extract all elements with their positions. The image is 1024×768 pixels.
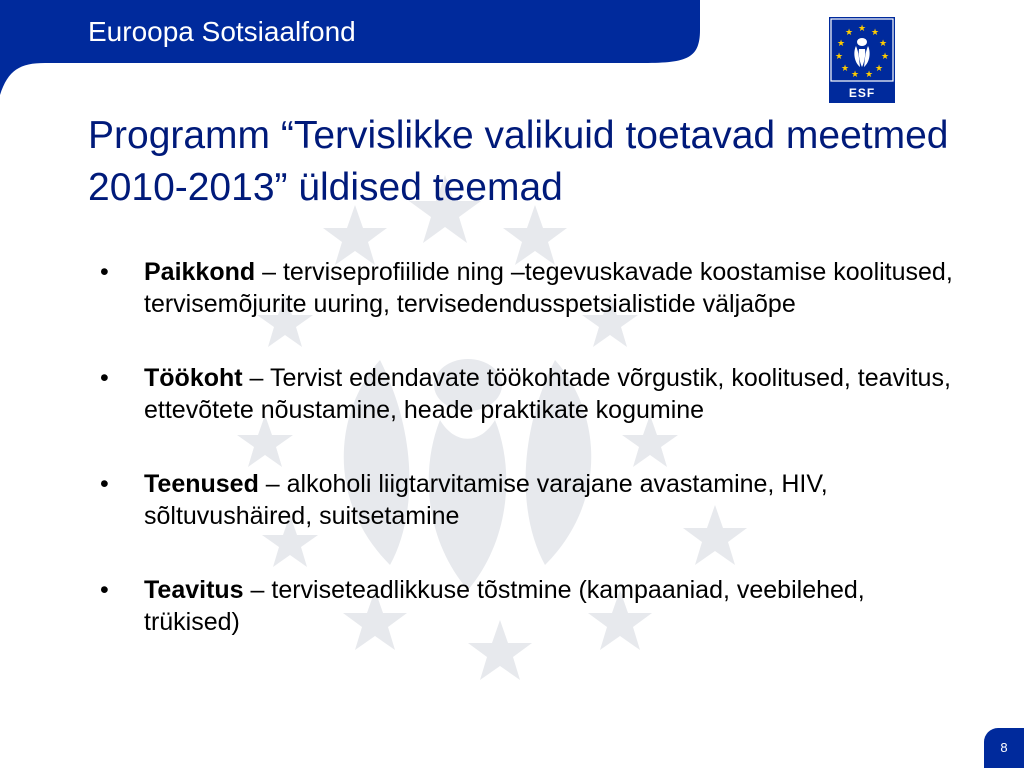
logo-text: ESF [848, 86, 876, 100]
bullet-item [100, 468, 960, 532]
slide-title: Programm “Tervislikke valikuid toetavad meetmed 2010-2013” üldised teemad [88, 114, 949, 209]
bullet-text: – terviseteadlikkuse tõstmine (kampaaniad, veebilehed, trükised) [144, 576, 865, 636]
svg-text:★: ★ [844, 28, 854, 38]
svg-text:★: ★ [874, 64, 884, 74]
svg-text:★: ★ [880, 52, 890, 62]
bullet-term: Paikkond [144, 258, 256, 286]
svg-text:★: ★ [857, 24, 867, 34]
bullet-marker: • [100, 364, 109, 392]
bullet-marker: • [100, 576, 109, 604]
bullet-term: Töökoht [144, 364, 243, 392]
bullet-marker: • [100, 470, 109, 498]
page-number: 8 [1000, 740, 1008, 755]
svg-text:★: ★ [840, 64, 850, 74]
svg-text:★: ★ [870, 28, 880, 38]
bullet-item [100, 362, 960, 426]
bullet-text: – alkoholi liigtarvitamise varajane avastamine, HIV, sõltuvushäired, suitsetamine [144, 470, 828, 530]
svg-text:★: ★ [878, 39, 888, 49]
banner-title: Euroopa Sotsiaalfond [88, 16, 356, 47]
bullet-item [100, 256, 960, 320]
bullet-term: Teenused [144, 470, 259, 498]
svg-text:★: ★ [834, 52, 844, 62]
bullet-text: – terviseprofiilide ning –tegevuskavade koostamise koolitused, tervisemõjurite uuring, tervisedendusspetsialistide väljaõpe [144, 258, 953, 318]
bullet-list [100, 256, 960, 680]
bullet-text: – Tervist edendavate töökohtade võrgustik, koolitused, teavitus, ettevõtete nõustamine, heade praktikate kogumine [144, 364, 951, 424]
bullet-term: Teavitus [144, 576, 244, 604]
svg-text:★: ★ [836, 39, 846, 49]
svg-text:★: ★ [864, 70, 874, 80]
bullet-marker: • [100, 258, 109, 286]
svg-text:★: ★ [850, 70, 860, 80]
bullet-item [100, 574, 960, 638]
